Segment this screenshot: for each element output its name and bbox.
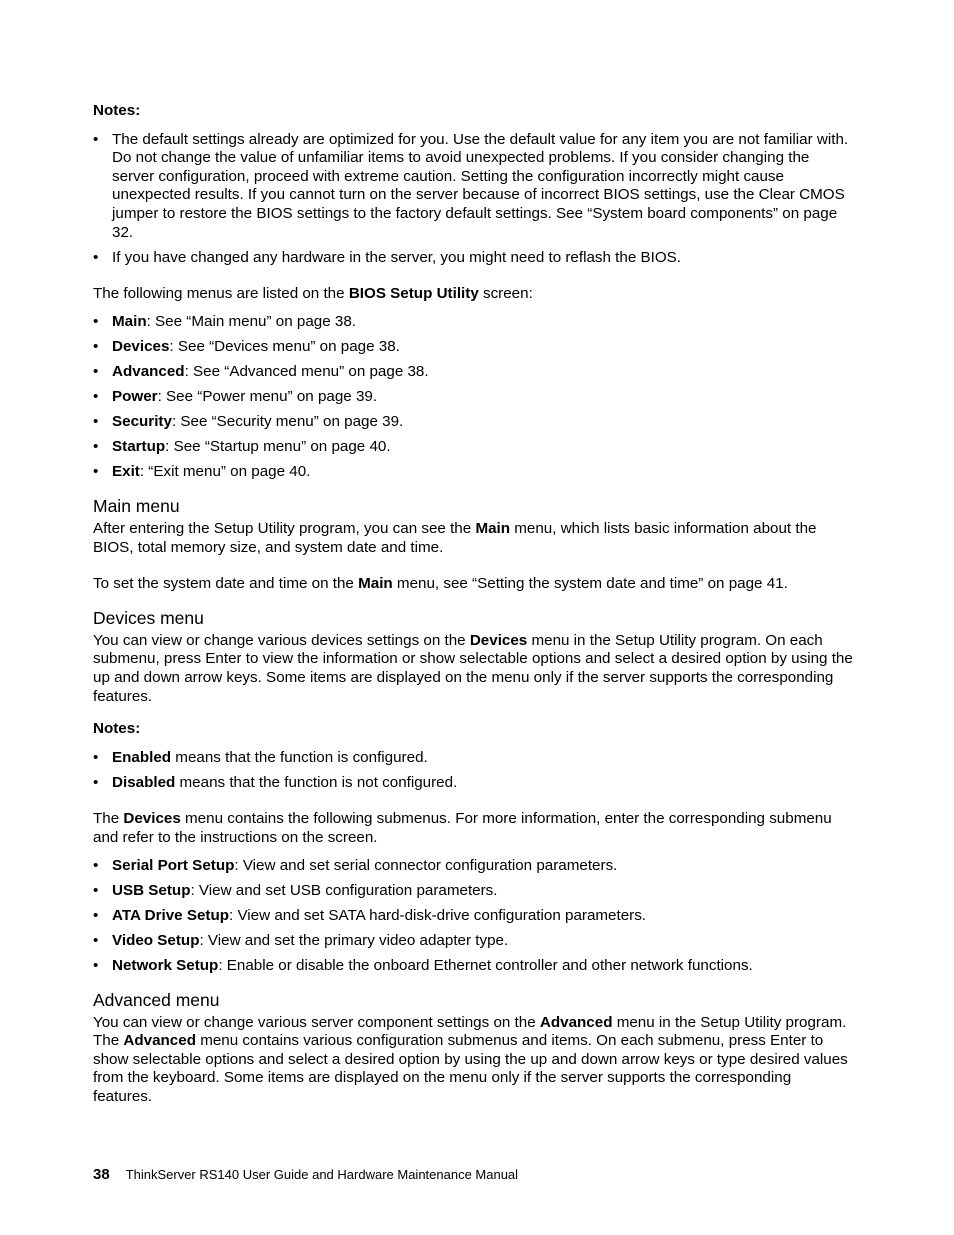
paragraph-text: You can view or change various devices settings on the bbox=[93, 631, 470, 649]
note-item bbox=[93, 774, 853, 793]
paragraph-text: menu, see “Setting the system date and time” on page 41. bbox=[392, 575, 788, 593]
page-number: 38 bbox=[93, 1166, 110, 1183]
submenu-name: Video Setup bbox=[112, 931, 200, 949]
paragraph-bold: Main bbox=[475, 520, 511, 537]
devices-submenus-intro bbox=[93, 810, 853, 847]
menus-intro bbox=[93, 285, 853, 304]
notes-list bbox=[93, 131, 853, 268]
menu-item-name: Power bbox=[112, 388, 158, 406]
paragraph-text: menu contains the following submenus. For more information, enter the corresponding submenu and refer to the instructions on the screen. bbox=[93, 810, 832, 847]
menu-item-main bbox=[93, 313, 853, 332]
paragraph-text: The bbox=[93, 810, 124, 828]
paragraph-text: To set the system date and time on the bbox=[93, 575, 359, 593]
menu-item-name: Advanced bbox=[112, 363, 185, 381]
submenu-item-ata-drive bbox=[93, 907, 853, 926]
menu-list bbox=[93, 313, 853, 482]
menu-item-desc: : See “Advanced menu” on page 38. bbox=[184, 363, 429, 381]
menu-item-desc: : See “Startup menu” on page 40. bbox=[165, 438, 391, 456]
bios-setup-utility-label: BIOS Setup Utility bbox=[348, 285, 479, 303]
menus-intro-text: The following menus are listed on the bbox=[93, 285, 349, 303]
advanced-menu-heading: Advanced menu bbox=[93, 989, 220, 1010]
notes-label: Notes: bbox=[93, 720, 141, 738]
submenu-name: USB Setup bbox=[112, 881, 191, 899]
menu-item-name: Devices bbox=[112, 337, 170, 355]
paragraph-text: menu, which lists basic information about the BIOS, total memory size, and system date and time. bbox=[93, 520, 817, 556]
devices-menu-heading: Devices menu bbox=[93, 607, 204, 628]
submenu-name: ATA Drive Setup bbox=[112, 906, 230, 924]
menu-item-name: Startup bbox=[112, 438, 166, 456]
menu-item-desc: : See “Security menu” on page 39. bbox=[171, 413, 404, 431]
devices-notes-list bbox=[93, 749, 853, 793]
submenu-desc: : View and set USB configuration parameters. bbox=[190, 881, 498, 899]
page-footer bbox=[93, 1166, 518, 1185]
paragraph-text: menu in the Setup Utility program. On each submenu, press Enter to view the information or show selectable options and select a desired option by using the up and down arrow keys. Some items are displayed on the menu only if the server supports the corresponding features. bbox=[93, 631, 853, 705]
devices-submenu-list bbox=[93, 857, 853, 976]
submenu-item-video bbox=[93, 932, 853, 951]
note-item: • If you have changed any hardware in the server, you might need to reflash the BIOS. bbox=[93, 249, 853, 268]
menu-item-desc: : See “Devices menu” on page 38. bbox=[169, 337, 400, 355]
menu-item-desc: : See “Power menu” on page 39. bbox=[157, 388, 378, 406]
notes-label: Notes: bbox=[93, 102, 141, 119]
main-menu-paragraph bbox=[93, 575, 853, 594]
note-item bbox=[93, 749, 853, 768]
submenu-name: Network Setup bbox=[112, 957, 219, 974]
paragraph-bold: Advanced bbox=[123, 1032, 196, 1050]
paragraph-text: You can view or change various server component settings on the bbox=[93, 1013, 540, 1031]
menu-item-name: Main bbox=[112, 312, 147, 330]
menu-item-devices bbox=[93, 338, 853, 357]
submenu-item-usb bbox=[93, 882, 853, 901]
menu-item-startup bbox=[93, 438, 853, 457]
note-bold: Disabled bbox=[112, 773, 176, 791]
note-text: means that the function is configured. bbox=[171, 748, 428, 766]
submenu-desc: : View and set serial connector configuration parameters. bbox=[234, 856, 618, 874]
paragraph-bold: Advanced bbox=[539, 1013, 613, 1031]
submenu-item-network bbox=[93, 957, 853, 976]
note-item: • The default settings already are optimized for you. Use the default value for any item you are not familiar with. Do not change the value of unfamiliar items to avoid unexpected problems. If you consider changing the server configuration, proceed with extreme caution. Setting the configuration incorrectly might cause unexpected results. If you cannot turn on the server because of incorrect BIOS settings, use the Clear CMOS jumper to restore the BIOS settings to the factory default settings. See “System board components” on page 32. bbox=[93, 131, 853, 243]
submenu-desc: : View and set the primary video adapter type. bbox=[199, 931, 509, 949]
paragraph-text: menu contains various configuration submenus and items. On each submenu, press Enter to show selectable options and select a desired option by using the up and down arrow keys or type desired values from the keyboard. Some items are displayed on the menu only if the server supports the corresponding features. bbox=[93, 1032, 848, 1105]
main-menu-heading: Main menu bbox=[93, 496, 180, 516]
menu-item-security bbox=[93, 413, 853, 432]
paragraph-bold: Main bbox=[358, 575, 393, 593]
menu-item-power bbox=[93, 388, 853, 407]
note-text: means that the function is not configured. bbox=[175, 773, 458, 791]
manual-title: ThinkServer RS140 User Guide and Hardware Maintenance Manual bbox=[125, 1167, 519, 1182]
menu-item-exit bbox=[93, 463, 853, 482]
menu-item-advanced bbox=[93, 363, 853, 382]
submenu-item-serial-port bbox=[93, 857, 853, 876]
menu-item-name: Security bbox=[112, 413, 172, 431]
paragraph-bold: Devices bbox=[469, 631, 528, 649]
devices-menu-paragraph bbox=[93, 632, 853, 706]
menu-item-desc: : See “Main menu” on page 38. bbox=[146, 312, 356, 330]
paragraph-bold: Devices bbox=[123, 810, 181, 828]
menu-item-name: Exit bbox=[112, 463, 140, 481]
paragraph-text: After entering the Setup Utility program, you can see the bbox=[93, 520, 476, 537]
submenu-desc: : View and set SATA hard-disk-drive configuration parameters. bbox=[229, 906, 647, 924]
submenu-desc: : Enable or disable the onboard Ethernet controller and other network functions. bbox=[218, 957, 753, 974]
main-menu-paragraph bbox=[93, 520, 853, 557]
advanced-menu-paragraph bbox=[93, 1014, 853, 1107]
paragraph-text: menu in the Setup Utility program. The bbox=[93, 1013, 847, 1050]
note-bold: Enabled bbox=[112, 748, 172, 766]
submenu-name: Serial Port Setup bbox=[112, 856, 235, 874]
menu-item-desc: : “Exit menu” on page 40. bbox=[139, 463, 311, 481]
page-content bbox=[93, 102, 853, 1125]
menus-intro-text: screen: bbox=[478, 285, 533, 303]
